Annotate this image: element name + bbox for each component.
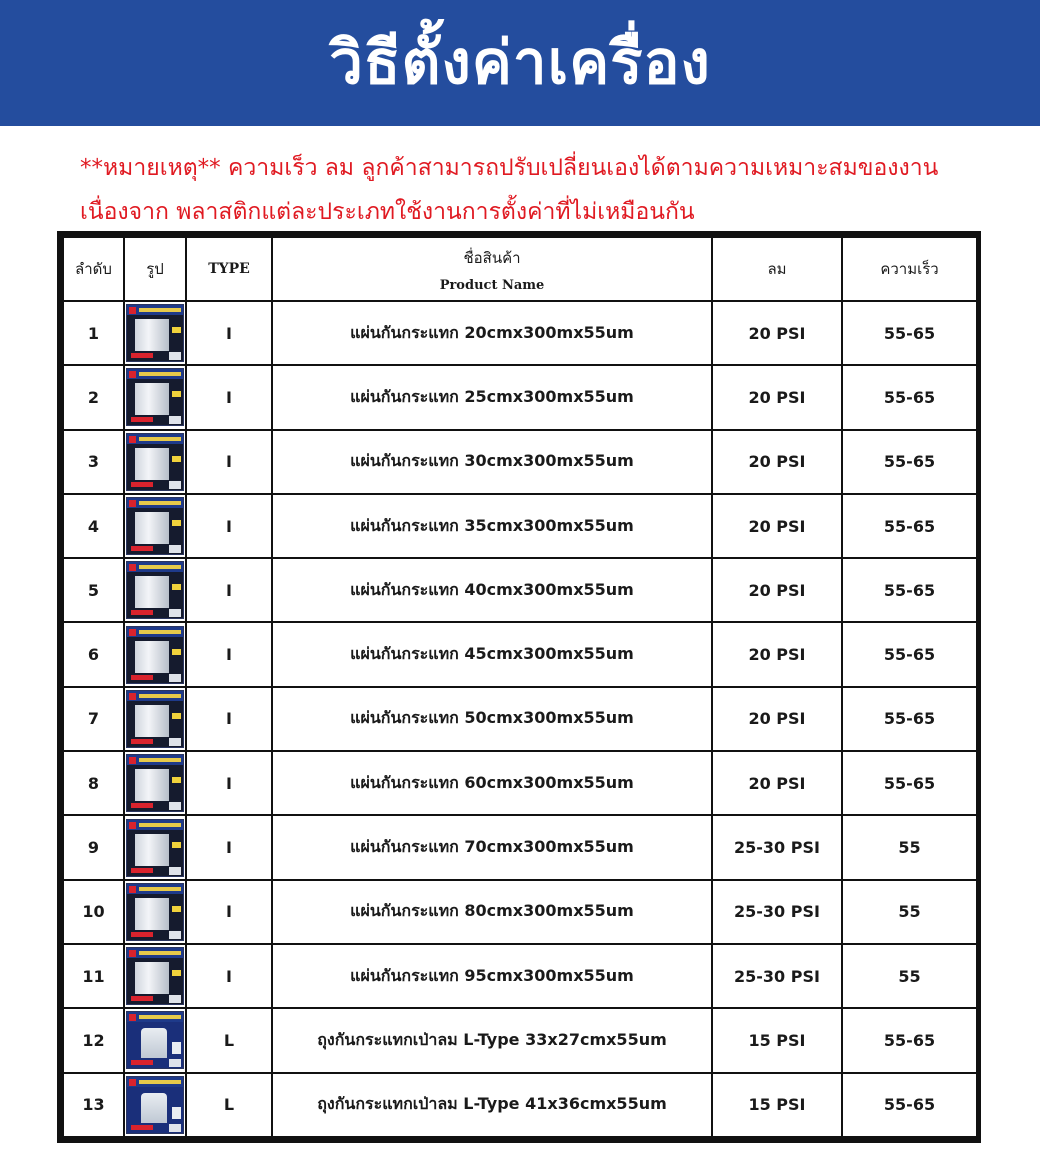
table-row xyxy=(64,881,976,943)
cell-type: I xyxy=(187,688,271,750)
header-product-name-th: ชื่อสินค้า xyxy=(463,248,521,267)
cell-air: 20 PSI xyxy=(713,431,841,493)
cell-speed: 55-65 xyxy=(843,1074,976,1136)
air-cushion-bag-product-icon xyxy=(126,1011,184,1069)
table-row xyxy=(64,945,976,1007)
cell-image xyxy=(125,559,185,621)
cell-type: I xyxy=(187,431,271,493)
cell-speed: 55 xyxy=(843,816,976,878)
cell-product-name: แผ่นกันกระแทก 60cmx300mx55um xyxy=(273,752,711,814)
cell-speed: 55-65 xyxy=(843,495,976,557)
cell-air: 20 PSI xyxy=(713,559,841,621)
cell-image xyxy=(125,1009,185,1071)
air-cushion-sheet-product-icon xyxy=(126,690,184,748)
air-cushion-sheet-product-icon xyxy=(126,754,184,812)
table-row xyxy=(64,559,976,621)
cell-speed: 55-65 xyxy=(843,623,976,685)
cell-air: 20 PSI xyxy=(713,688,841,750)
table-row xyxy=(64,688,976,750)
cell-image xyxy=(125,495,185,557)
cell-air: 25-30 PSI xyxy=(713,816,841,878)
header-type: TYPE xyxy=(187,238,271,300)
cell-speed: 55-65 xyxy=(843,559,976,621)
cell-speed: 55-65 xyxy=(843,752,976,814)
cell-image xyxy=(125,431,185,493)
cell-type: I xyxy=(187,302,271,364)
table-row xyxy=(64,816,976,878)
air-cushion-sheet-product-icon xyxy=(126,626,184,684)
note-line-1: **หมายเหตุ** ความเร็ว ลม ลูกค้าสามารถปรับเปลี่ยนเองได้ตามความเหมาะสมของงาน xyxy=(80,155,939,181)
cell-image xyxy=(125,688,185,750)
cell-type: I xyxy=(187,366,271,428)
cell-no: 6 xyxy=(64,623,123,685)
cell-type: I xyxy=(187,945,271,1007)
header-air: ลม xyxy=(713,238,841,300)
table-row xyxy=(64,752,976,814)
settings-table xyxy=(62,236,978,1138)
air-cushion-sheet-product-icon xyxy=(126,561,184,619)
air-cushion-sheet-product-icon xyxy=(126,497,184,555)
air-cushion-sheet-product-icon xyxy=(126,433,184,491)
header-product-name-en: Product Name xyxy=(439,277,545,293)
cell-no: 7 xyxy=(64,688,123,750)
cell-product-name: แผ่นกันกระแทก 70cmx300mx55um xyxy=(273,816,711,878)
cell-product-name: แผ่นกันกระแทก 25cmx300mx55um xyxy=(273,366,711,428)
cell-no: 13 xyxy=(64,1074,123,1136)
cell-product-name: ถุงกันกระแทกเป่าลม L-Type 41x36cmx55um xyxy=(273,1074,711,1136)
table-header-row xyxy=(64,238,976,300)
cell-no: 4 xyxy=(64,495,123,557)
cell-image xyxy=(125,816,185,878)
table-row xyxy=(64,623,976,685)
cell-speed: 55-65 xyxy=(843,431,976,493)
cell-product-name: แผ่นกันกระแทก 80cmx300mx55um xyxy=(273,881,711,943)
cell-speed: 55-65 xyxy=(843,302,976,364)
cell-type: I xyxy=(187,881,271,943)
cell-speed: 55 xyxy=(843,881,976,943)
note-text xyxy=(80,146,1000,234)
cell-no: 10 xyxy=(64,881,123,943)
air-cushion-sheet-product-icon xyxy=(126,368,184,426)
cell-image xyxy=(125,752,185,814)
cell-type: I xyxy=(187,816,271,878)
cell-speed: 55-65 xyxy=(843,688,976,750)
cell-image xyxy=(125,366,185,428)
cell-no: 3 xyxy=(64,431,123,493)
header-image: รูป xyxy=(125,238,185,300)
cell-product-name: แผ่นกันกระแทก 95cmx300mx55um xyxy=(273,945,711,1007)
cell-image xyxy=(125,881,185,943)
cell-type: I xyxy=(187,559,271,621)
cell-type: I xyxy=(187,623,271,685)
cell-no: 2 xyxy=(64,366,123,428)
table-row xyxy=(64,1009,976,1071)
air-cushion-bag-product-icon xyxy=(126,1076,184,1134)
cell-speed: 55-65 xyxy=(843,366,976,428)
settings-table-frame xyxy=(57,231,981,1143)
cell-speed: 55 xyxy=(843,945,976,1007)
table-row xyxy=(64,302,976,364)
cell-no: 8 xyxy=(64,752,123,814)
cell-air: 15 PSI xyxy=(713,1009,841,1071)
cell-product-name: แผ่นกันกระแทก 35cmx300mx55um xyxy=(273,495,711,557)
cell-no: 1 xyxy=(64,302,123,364)
cell-type: I xyxy=(187,495,271,557)
cell-image xyxy=(125,623,185,685)
header-speed: ความเร็ว xyxy=(843,238,976,300)
cell-no: 5 xyxy=(64,559,123,621)
cell-no: 9 xyxy=(64,816,123,878)
cell-type: I xyxy=(187,752,271,814)
cell-no: 12 xyxy=(64,1009,123,1071)
air-cushion-sheet-product-icon xyxy=(126,304,184,362)
cell-speed: 55-65 xyxy=(843,1009,976,1071)
cell-image xyxy=(125,1074,185,1136)
cell-no: 11 xyxy=(64,945,123,1007)
header-product-name xyxy=(273,238,711,300)
cell-air: 20 PSI xyxy=(713,623,841,685)
air-cushion-sheet-product-icon xyxy=(126,819,184,877)
cell-product-name: แผ่นกันกระแทก 20cmx300mx55um xyxy=(273,302,711,364)
table-row xyxy=(64,366,976,428)
cell-image xyxy=(125,945,185,1007)
cell-product-name: ถุงกันกระแทกเป่าลม L-Type 33x27cmx55um xyxy=(273,1009,711,1071)
note-line-2: เนื่องจาก พลาสติกแต่ละประเภทใช้งานการตั้งค่าที่ไม่เหมือนกัน xyxy=(80,199,695,225)
page-title: วิธีตั้งค่าเครื่อง xyxy=(329,28,711,98)
cell-type: L xyxy=(187,1074,271,1136)
cell-type: L xyxy=(187,1009,271,1071)
cell-air: 20 PSI xyxy=(713,302,841,364)
cell-product-name: แผ่นกันกระแทก 50cmx300mx55um xyxy=(273,688,711,750)
header-banner xyxy=(0,0,1040,126)
header-no: ลำดับ xyxy=(64,238,123,300)
air-cushion-sheet-product-icon xyxy=(126,947,184,1005)
cell-air: 20 PSI xyxy=(713,495,841,557)
table-row xyxy=(64,495,976,557)
cell-air: 25-30 PSI xyxy=(713,881,841,943)
cell-air: 25-30 PSI xyxy=(713,945,841,1007)
table-row xyxy=(64,1074,976,1136)
cell-product-name: แผ่นกันกระแทก 40cmx300mx55um xyxy=(273,559,711,621)
cell-image xyxy=(125,302,185,364)
air-cushion-sheet-product-icon xyxy=(126,883,184,941)
table-row xyxy=(64,431,976,493)
cell-air: 20 PSI xyxy=(713,752,841,814)
cell-product-name: แผ่นกันกระแทก 30cmx300mx55um xyxy=(273,431,711,493)
cell-air: 20 PSI xyxy=(713,366,841,428)
cell-air: 15 PSI xyxy=(713,1074,841,1136)
cell-product-name: แผ่นกันกระแทก 45cmx300mx55um xyxy=(273,623,711,685)
